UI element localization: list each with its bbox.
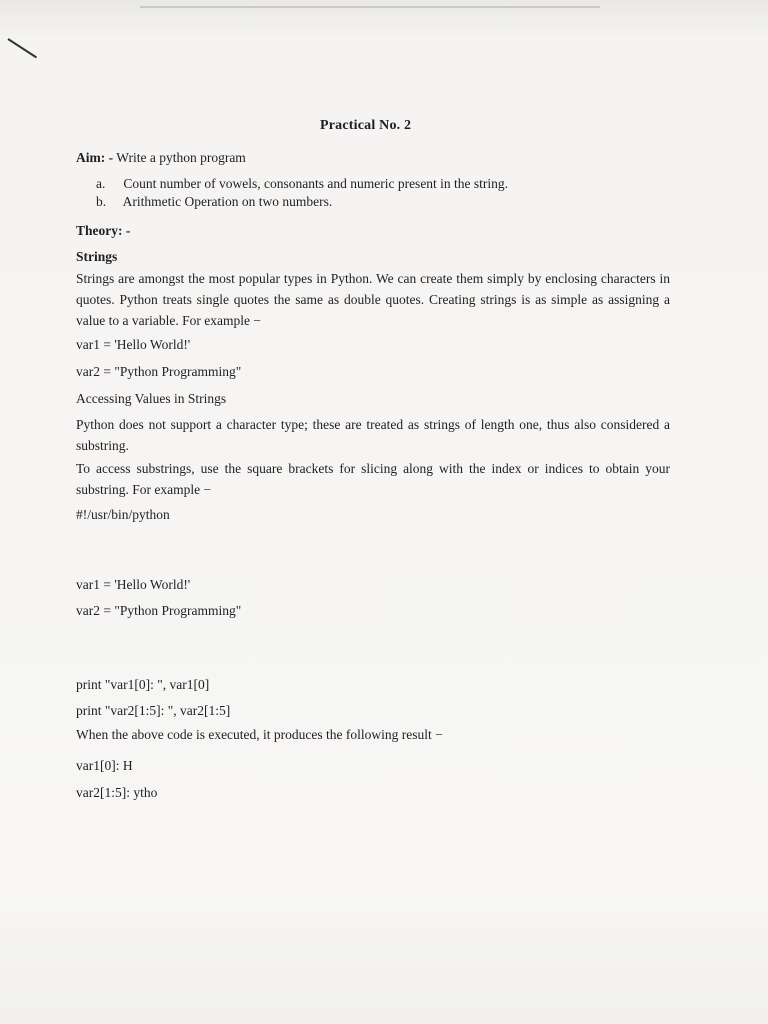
result-intro: When the above code is executed, it produces the following result − (76, 727, 443, 742)
code-line: var2 = "Python Programming" (76, 603, 242, 618)
theory-heading: Theory: - (76, 223, 131, 238)
print-line: print "var2[1:5]: ", var2[1:5] (76, 703, 231, 718)
aim-line (76, 150, 246, 166)
substring-paragraph: Python does not support a character type; these are treated as strings of length one, thus also considered a substring. (76, 417, 670, 453)
aim-label: Aim: - (76, 150, 114, 165)
top-edge-rule (140, 6, 600, 8)
page-title: Practical No. 2 (320, 118, 412, 133)
aim-item-text: Count number of vowels, consonants and numeric present in the string. (123, 176, 509, 191)
code-line: var2 = "Python Programming" (76, 364, 242, 379)
slicing-paragraph: To access substrings, use the square brackets for slicing along with the index or indices to obtain your substring. For example − (76, 461, 670, 497)
accessing-subheading: Accessing Values in Strings (76, 391, 227, 406)
aim-text: Write a python program (116, 150, 246, 165)
strings-heading: Strings (76, 249, 118, 264)
print-line: print "var1[0]: ", var1[0] (76, 677, 210, 692)
result-line: var1[0]: H (76, 758, 133, 773)
list-marker: b. (96, 194, 107, 209)
aim-item-b (96, 194, 332, 210)
result-line: var2[1:5]: ytho (76, 785, 158, 800)
code-line: var1 = 'Hello World!' (76, 337, 191, 352)
strings-paragraph: Strings are amongst the most popular types in Python. We can create them simply by enclosing characters in quotes. Python treats single quotes the same as double quotes. Creating strings is as simple as assigning a value to a variable. For example − (76, 271, 670, 328)
list-marker: a. (96, 176, 106, 191)
code-line: var1 = 'Hello World!' (76, 577, 191, 592)
aim-item-text: Arithmetic Operation on two numbers. (122, 194, 333, 209)
shebang-line: #!/usr/bin/python (76, 507, 170, 522)
aim-item-a (96, 176, 508, 192)
